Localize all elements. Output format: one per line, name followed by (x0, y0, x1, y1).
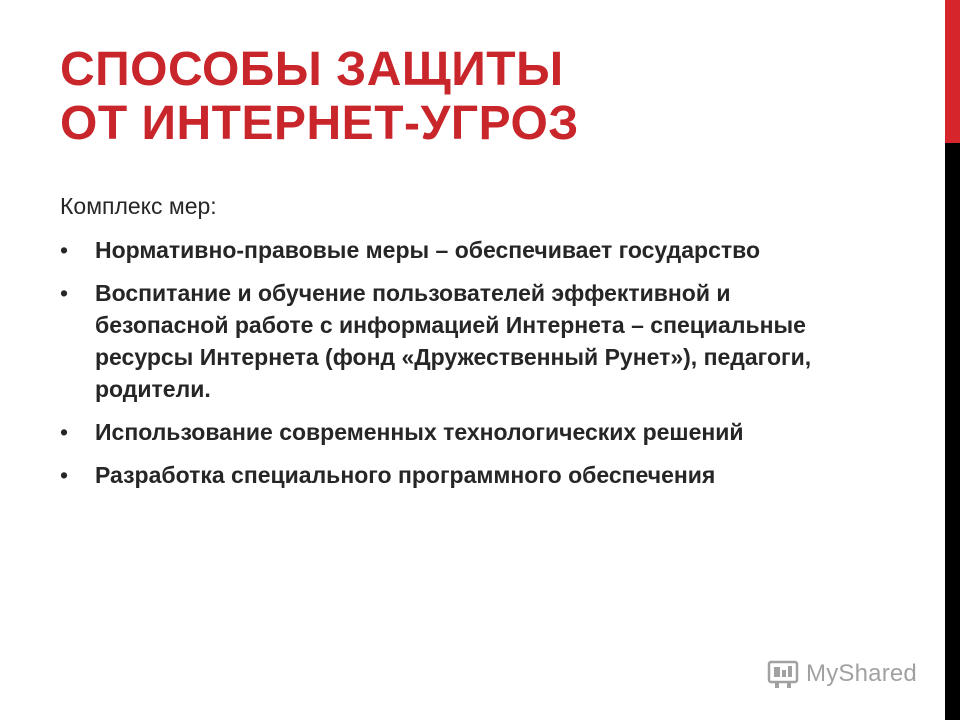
right-accent-bar-black (945, 143, 960, 720)
bullet-item (60, 416, 860, 448)
right-accent-bar-red (945, 0, 960, 143)
bullet-text: Воспитание и обучение пользователей эффективной и безопасной работе с информацией Интернета – специальные ресурсы Интернета (фонд «Дружественный Рунет»), педагоги, родители. (95, 280, 812, 402)
bullet-item (60, 234, 860, 266)
bullet-icon: • (60, 462, 69, 488)
bullet-icon: • (60, 237, 69, 263)
bullet-icon: • (60, 280, 69, 306)
bullet-text: Разработка специального программного обеспечения (95, 462, 716, 488)
bullet-text: Нормативно-правовые меры – обеспечивает государство (95, 237, 761, 263)
bullet-icon: • (60, 419, 69, 445)
myshared-logo-icon (766, 657, 800, 691)
slide-body (60, 190, 860, 502)
title-line-1: СПОСОБЫ ЗАЩИТЫ (60, 43, 564, 96)
title-line-2: ОТ ИНТЕРНЕТ-УГРОЗ (60, 97, 579, 150)
myshared-watermark[interactable] (766, 656, 917, 692)
watermark-text: MyShared (806, 660, 917, 687)
bullet-item (60, 277, 860, 405)
intro-text: Комплекс мер: (60, 193, 217, 219)
slide-title (60, 43, 880, 151)
bullet-text: Использование современных технологических решений (95, 419, 744, 445)
bullet-item (60, 459, 860, 491)
bullet-list (60, 234, 860, 491)
